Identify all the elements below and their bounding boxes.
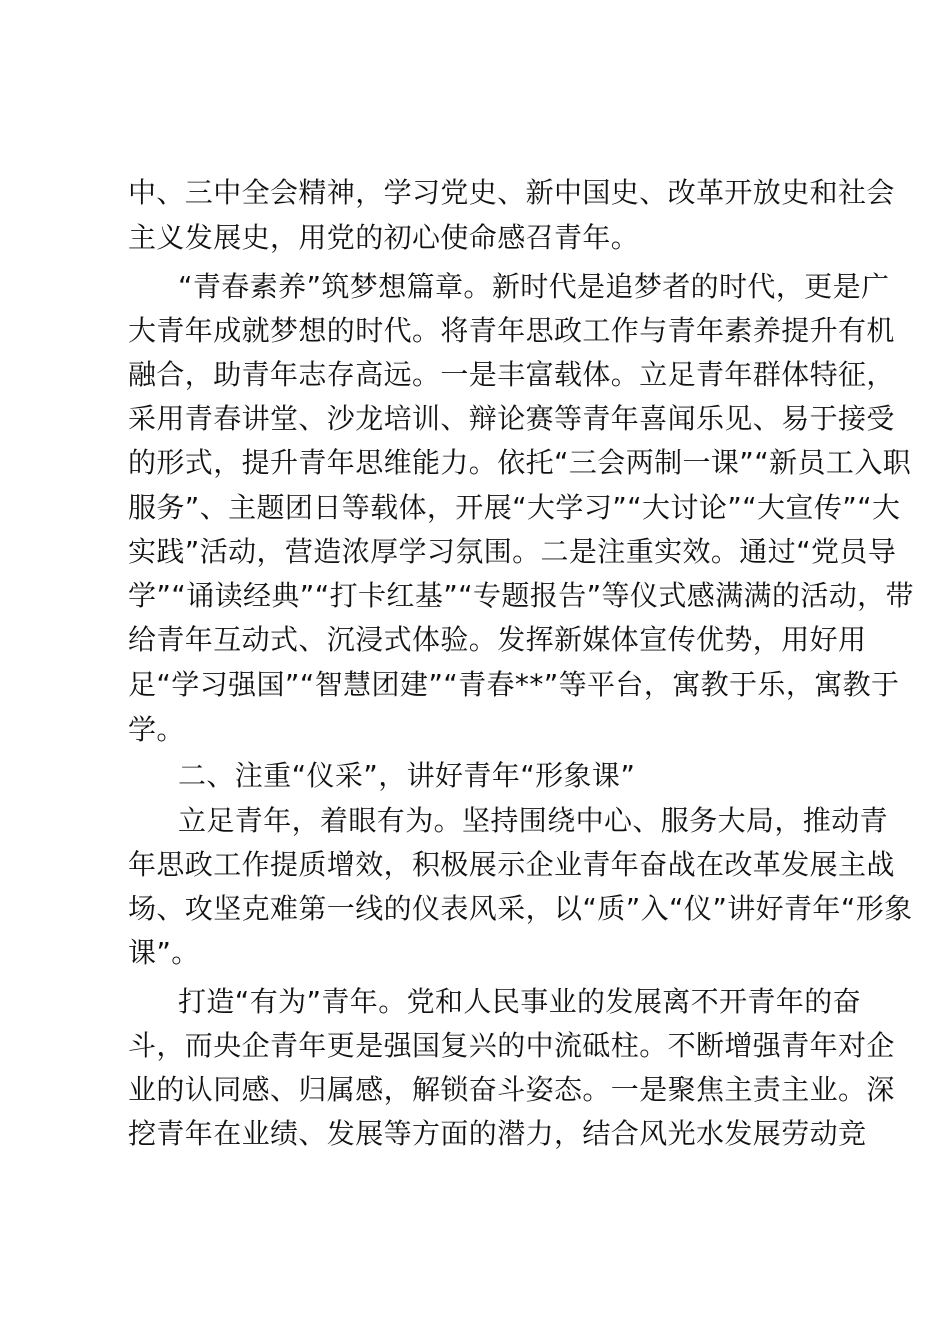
text-line: 主义发展史，用党的初心使命感召青年。 <box>128 221 640 254</box>
text-line: 服务”、主题团日等载体，开展“大学习”“大讨论”“大宣传”“大 <box>128 491 901 524</box>
text-line: 学”“诵读经典”“打卡红基”“专题报告”等仪式感满满的活动，带 <box>128 579 914 612</box>
text-line: 场、攻坚克难第一线的仪表风采，以“质”入“仪”讲好青年“形象 <box>128 892 913 925</box>
text-line: 实践”活动，营造浓厚学习氛围。二是注重实效。通过“党员导 <box>128 535 897 568</box>
paragraph-start-line: “青春素养”筑梦想篇章。新时代是追梦者的时代，更是广 <box>178 270 890 303</box>
text-line: 足“学习强国”“智慧团建”“青春**”等平台，寓教于乐，寓教于 <box>128 668 900 701</box>
text-line: 大青年成就梦想的时代。将青年思政工作与青年素养提升有机 <box>128 314 895 347</box>
text-line: 给青年互动式、沉浸式体验。发挥新媒体宣传优势，用好用 <box>128 623 867 656</box>
text-line: 采用青春讲堂、沙龙培训、辩论赛等青年喜闻乐见、易于接受 <box>128 402 895 435</box>
text-line: 年思政工作提质增效，积极展示企业青年奋战在改革发展主战 <box>128 848 895 881</box>
paragraph-start-line: 打造“有为”青年。党和人民事业的发展离不开青年的奋 <box>178 985 862 1018</box>
text-line: 的形式，提升青年思维能力。依托“三会两制一课”“新员工入职 <box>128 446 912 479</box>
text-line: 中、三中全会精神，学习党史、新中国史、改革开放史和社会 <box>128 176 895 209</box>
text-line: 斗，而央企青年更是强国复兴的中流砥柱。不断增强青年对企 <box>128 1029 895 1062</box>
text-line: 挖青年在业绩、发展等方面的潜力，结合风光水发展劳动竞 <box>128 1117 867 1150</box>
section-heading: 二、注重“仪采”，讲好青年“形象课” <box>178 759 636 792</box>
text-line: 融合，助青年志存高远。一是丰富载体。立足青年群体特征， <box>128 358 895 391</box>
text-line: 课”。 <box>128 936 200 969</box>
text-line: 业的认同感、归属感，解锁奋斗姿态。一是聚焦主责主业。深 <box>128 1073 895 1106</box>
text-line: 学。 <box>128 713 185 746</box>
paragraph-start-line: 立足青年，着眼有为。坚持围绕中心、服务大局，推动青 <box>178 804 889 837</box>
